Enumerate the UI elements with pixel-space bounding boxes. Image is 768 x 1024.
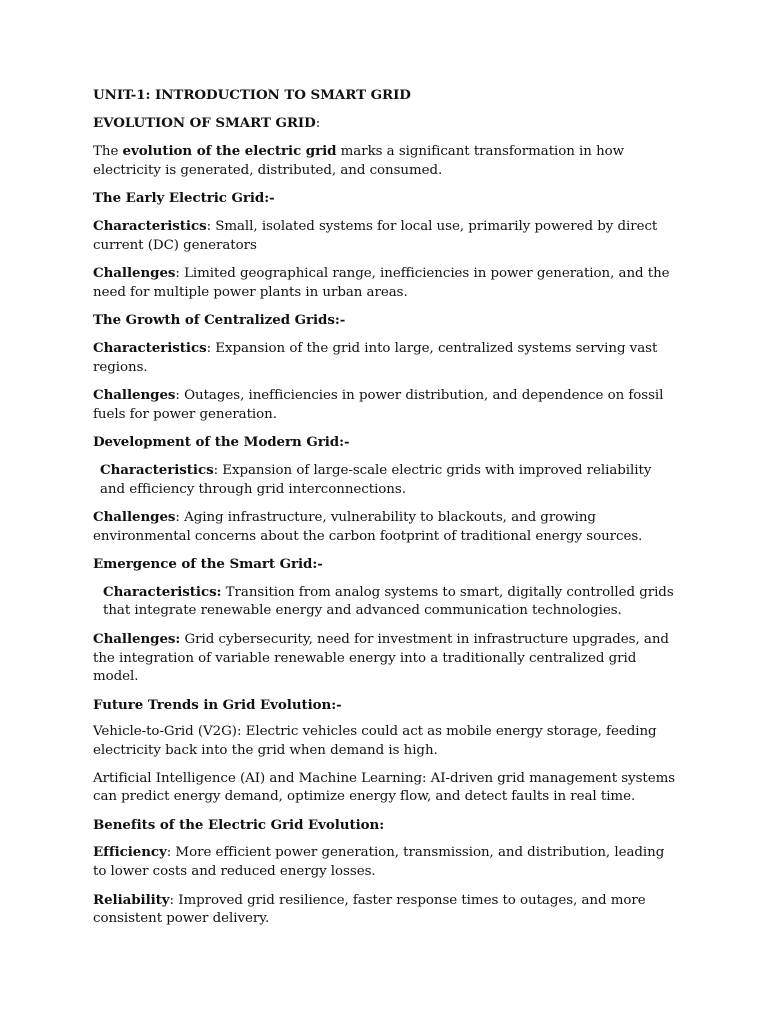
smart-char-label: Characteristics: — [103, 583, 222, 600]
centralized-chal-label: Challenges — [93, 387, 176, 404]
early-grid-heading: The Early Electric Grid:- — [93, 190, 275, 207]
future-heading: Future Trends in Grid Evolution:- — [93, 696, 342, 713]
early-chal-text: : Limited geographical range, inefficiencies in power generation, and the need for multiple power plants in urban areas. — [93, 266, 670, 300]
modern-chal-text: : Aging infrastructure, vulnerability to blackouts, and growing environmental concerns about the carbon footprint of traditional energy sources. — [93, 510, 643, 544]
intro-prefix: The — [93, 144, 123, 160]
centralized-characteristics — [93, 339, 678, 377]
modern-characteristics — [93, 461, 678, 499]
centralized-char-text: : Expansion of the grid into large, centralized systems serving vast regions. — [93, 340, 658, 375]
intro-paragraph — [93, 142, 678, 180]
smart-chal-label: Challenges: — [93, 631, 181, 648]
centralized-challenges — [93, 386, 678, 424]
benefits-heading: Benefits of the Electric Grid Evolution: — [93, 816, 385, 833]
benefits-reliability — [93, 891, 678, 929]
modern-char-text: : Expansion of large-scale electric grids with improved reliability and efficiency through grid interconnections. — [100, 462, 652, 497]
modern-char-label: Characteristics — [100, 461, 214, 478]
early-characteristics — [93, 217, 678, 255]
benefits-efficiency — [93, 843, 678, 881]
intro-bold: evolution of the electric grid — [122, 143, 337, 160]
future-ai: Artificial Intelligence (AI) and Machine Learning: AI-driven grid management systems can predict energy demand, optimize energy flow, and detect faults in real time. — [93, 770, 676, 805]
early-challenges — [93, 264, 678, 302]
early-char-label: Characteristics — [93, 217, 207, 234]
centralized-heading: The Growth of Centralized Grids:- — [93, 312, 346, 329]
smart-characteristics — [93, 583, 678, 621]
efficiency-text: : More efficient power generation, transmission, and distribution, leading to lower costs and reduced energy losses. — [93, 845, 665, 879]
smart-char-text: Transition from analog systems to smart, digitally controlled grids that integrate renewable energy and advanced communication technologies. — [103, 584, 674, 619]
section-title-suffix: : — [315, 115, 321, 131]
reliability-text: : Improved grid resilience, faster response times to outages, and more consistent power delivery. — [93, 892, 646, 927]
reliability-label: Reliability — [93, 891, 170, 908]
modern-challenges — [93, 508, 678, 546]
future-v2g: Vehicle-to-Grid (V2G): Electric vehicles could act as mobile energy storage, feeding electricity back into the grid when demand is high. — [93, 724, 657, 759]
early-chal-label: Challenges — [93, 265, 176, 282]
modern-heading: Development of the Modern Grid:- — [93, 434, 350, 451]
modern-chal-label: Challenges — [93, 509, 176, 526]
section-title — [93, 114, 678, 134]
centralized-char-label: Characteristics — [93, 339, 207, 356]
smart-chal-text: Grid cybersecurity, need for investment in infrastructure upgrades, and the integration of variable renewable energy into a traditionally centralized grid model. — [93, 632, 669, 685]
unit-title: UNIT-1: INTRODUCTION TO SMART GRID — [93, 87, 411, 103]
centralized-chal-text: : Outages, inefficiencies in power distribution, and dependence on fossil fuels for power generation. — [93, 388, 664, 422]
section-title-text: EVOLUTION OF SMART GRID — [93, 114, 316, 131]
intro-rest: marks a significant transformation in how electricity is generated, distributed, and consumed. — [93, 144, 625, 178]
smart-heading: Emergence of the Smart Grid:- — [93, 556, 323, 573]
smart-challenges — [93, 630, 678, 687]
early-char-text: : Small, isolated systems for local use, primarily powered by direct current (DC) generators — [93, 218, 658, 253]
efficiency-label: Efficiency — [93, 844, 167, 861]
